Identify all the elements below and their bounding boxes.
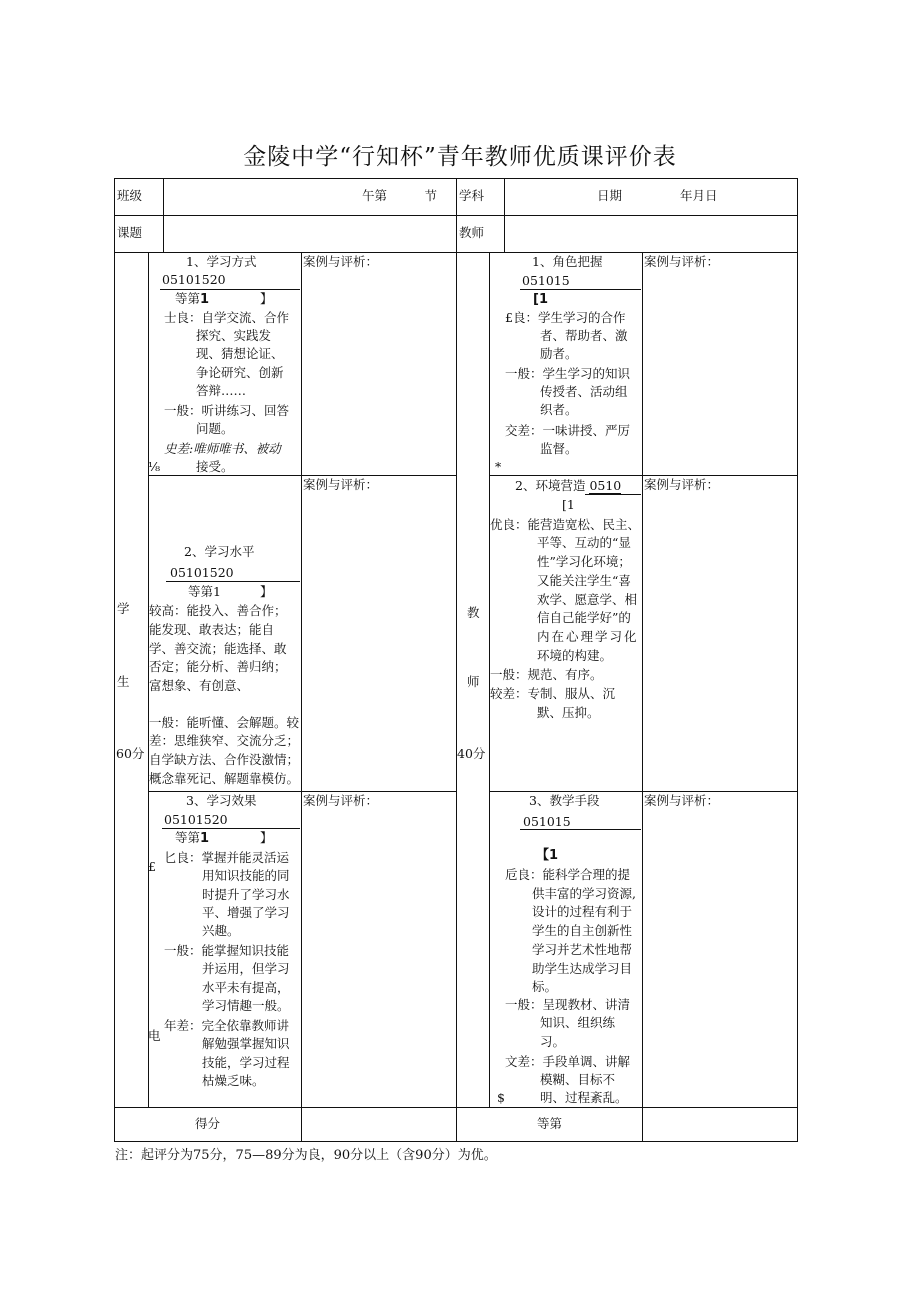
subject-label: 学科 [459,188,485,203]
teacher-block-3-scores: 051015 [523,814,571,829]
teacher-block-2-line: 优良：能营造宽松、民主、 [490,517,641,532]
teacher-block-1-title: 1、角色把握 [532,254,603,269]
student-block-3-line: 技能，学习过程 [202,1055,290,1070]
teacher-block-1-line: 者、帮助者、激 [540,328,628,343]
teacher-block-3-line: 知识、组织练 [540,1015,616,1030]
comment-label: 案例与评析： [303,254,379,269]
margin-mark: £ [148,859,156,874]
teacher-block-2-line: 默、压抑。 [537,705,600,720]
teacher-label: 教师 [459,225,485,240]
student-block-3-grade: 等第1 [175,830,210,846]
teacher-block-3-title: 3、教学手段 [529,793,600,808]
teacher-block-3-line: 模糊、目标不 [540,1072,616,1087]
student-block-2-line: 能发现、敢表达；能自 [149,622,275,637]
student-block-3-line: 水平未有提高， [202,980,290,995]
teacher-block-2-line: 平等、互动的“显 [537,535,631,550]
student-block-1-line: 问题。 [196,421,234,436]
student-block-3-line: 时提升了学习水 [202,887,290,902]
class-label: 班级 [117,188,143,203]
student-block-1-title: 1、学习方式 [186,254,257,269]
comment-label: 案例与评析： [644,477,720,492]
teacher-block-2-line: 信自己能学好”的 [537,610,631,625]
student-block-1-grade-end: 】 [260,291,273,306]
teacher-block-3-line: 助学生达成学习目 [532,961,633,976]
student-block-2-line: 否定；能分析、善归纳； [149,659,287,674]
teacher-block-3-line: 供丰富的学习资源, [532,886,636,901]
teacher-block-1-line: 励者。 [540,346,578,361]
student-block-2-line: 学、善交流；能选择、敢 [149,641,287,656]
comment-label: 案例与评析： [644,254,720,269]
student-block-1-line: 现、猜想论证、 [196,346,284,361]
teacher-block-3-line: 明、过程紊乱。 [540,1090,628,1105]
student-block-3-line: 匕良：掌握并能灵活运 [164,850,290,865]
teacher-block-3-line: 卮良：能科学合理的提 [505,867,631,882]
student-block-1-line: 士良：自学交流、合作 [164,310,290,325]
comment-label: 案例与评析： [644,793,720,808]
teacher-side-label-1: 教 [467,605,480,620]
student-block-1-line: 争论研究、创新 [196,365,284,380]
topic-label: 课题 [117,225,143,240]
student-block-1-line: 史差:唯师唯书、被动 [164,441,281,456]
teacher-block-3-line: 习。 [540,1034,566,1049]
student-block-2-line: 富想象、有创意、 [149,678,250,693]
teacher-block-3-line: 设计的过程有利于 [532,904,633,919]
student-block-2-scores: 05101520 [170,565,234,580]
student-block-2-grade-end: 】 [260,584,273,599]
student-side-label-1: 学 [117,601,130,616]
student-block-3-grade-end: 】 [260,830,273,845]
margin-mark: $ [497,1090,505,1105]
student-block-3-line: 平、增强了学习 [202,905,290,920]
student-block-1-grade: 等第1 [175,291,210,307]
student-block-3-line: 解勉强掌握知识 [202,1036,290,1051]
student-block-3-line: 一般：能掌握知识技能 [164,943,290,958]
teacher-block-1-line: £良：学生学习的合作 [505,310,626,325]
teacher-side-label-2: 师 [467,674,480,689]
student-side-label-2: 生 [117,674,130,689]
margin-mark: 电 [148,1028,161,1043]
teacher-block-1-scores: 051015 [522,273,570,288]
teacher-block-1-line: 织者。 [540,402,578,417]
teacher-block-3-grade: 【1 [536,848,559,863]
student-block-1-line: 答辩…… [196,383,247,398]
teacher-block-2-line: 内在心理学习化 [537,629,639,644]
page-title: 金陵中学“行知杯”青年教师优质课评价表 [243,144,677,170]
student-block-2-line: 自学缺方法、合作没激情； [149,752,300,767]
student-block-3-title: 3、学习效果 [186,793,257,808]
student-block-3-line: 枯燥乏味。 [202,1073,265,1088]
student-block-3-line: 并运用，但学习 [202,961,290,976]
comment-label: 案例与评析： [303,793,379,808]
student-block-1-line: 一般：听讲练习、回答 [164,403,290,418]
student-block-2-grade: 等第1 [188,584,221,599]
student-block-3-scores: 05101520 [164,812,228,827]
student-block-2-line: 差：思维狭窄、交流分乏； [149,733,300,748]
student-block-2-title: 2、学习水平 [184,544,255,559]
student-block-2-line: 概念靠死记、解题靠模仿。 [149,771,300,786]
teacher-block-1-line: 传授者、活动组 [540,384,628,399]
teacher-block-2-line: 欢学、愿意学、相 [537,592,638,607]
student-block-2-line: 较高：能投入、善合作； [149,603,287,618]
margin-mark: * [495,459,502,474]
teacher-block-2-line: 又能关注学生“喜 [537,573,631,588]
student-block-2-line: 一般：能听懂、会解题。较 [149,715,300,730]
student-side-score: 60分 [116,746,145,761]
student-block-3-line: 兴趣。 [202,923,240,938]
footnote: 注：起评分为75分，75—89分为良，90分以上（含90分）为优。 [115,1148,497,1163]
date-label: 日期 [597,188,623,203]
student-block-3-line: 年差：完全依靠教师讲 [164,1018,290,1033]
student-block-1-line: 探究、实践发 [196,328,272,343]
teacher-block-3-line: 文差：手段单调、讲解 [505,1054,631,1069]
comment-label: 案例与评析： [303,477,379,492]
teacher-block-2-grade: [1 [562,497,575,512]
teacher-block-2-line: 较差：专制、服从、沉 [490,686,616,701]
score-label: 得分 [195,1116,221,1131]
student-block-3-line: 用知识技能的同 [202,868,290,883]
margin-mark: ⅛ [148,459,161,474]
teacher-block-3-line: 学生的自主创新性 [532,923,633,938]
teacher-block-2-line: 一般：规范、有序。 [490,667,603,682]
teacher-block-1-line: 一般：学生学习的知识 [505,366,631,381]
teacher-block-2-line: 性”学习化环境； [537,554,631,569]
teacher-side-score: 40分 [457,746,486,761]
teacher-block-3-line: 学习并艺术性地帮 [532,942,633,957]
student-block-1-scores: 05101520 [162,272,226,287]
teacher-block-1-line: 监督。 [540,441,578,456]
teacher-block-3-line: 标。 [532,979,558,994]
teacher-block-1-grade: [1 [533,292,548,307]
teacher-block-1-line: 交差：一味讲授、严厉 [505,423,631,438]
teacher-block-2-line: 环境的构建。 [537,648,613,663]
student-block-1-line: 接受。 [196,459,234,474]
teacher-block-3-line: 一般：呈现教材、讲清 [505,997,631,1012]
date-value: 年月日 [680,188,718,203]
teacher-block-2-title: 2、环境营造 0510 [515,478,622,493]
student-block-3-line: 学习情趣一般。 [202,998,290,1013]
period-text: 午第 节 [362,188,438,203]
grade-label: 等第 [537,1116,563,1131]
